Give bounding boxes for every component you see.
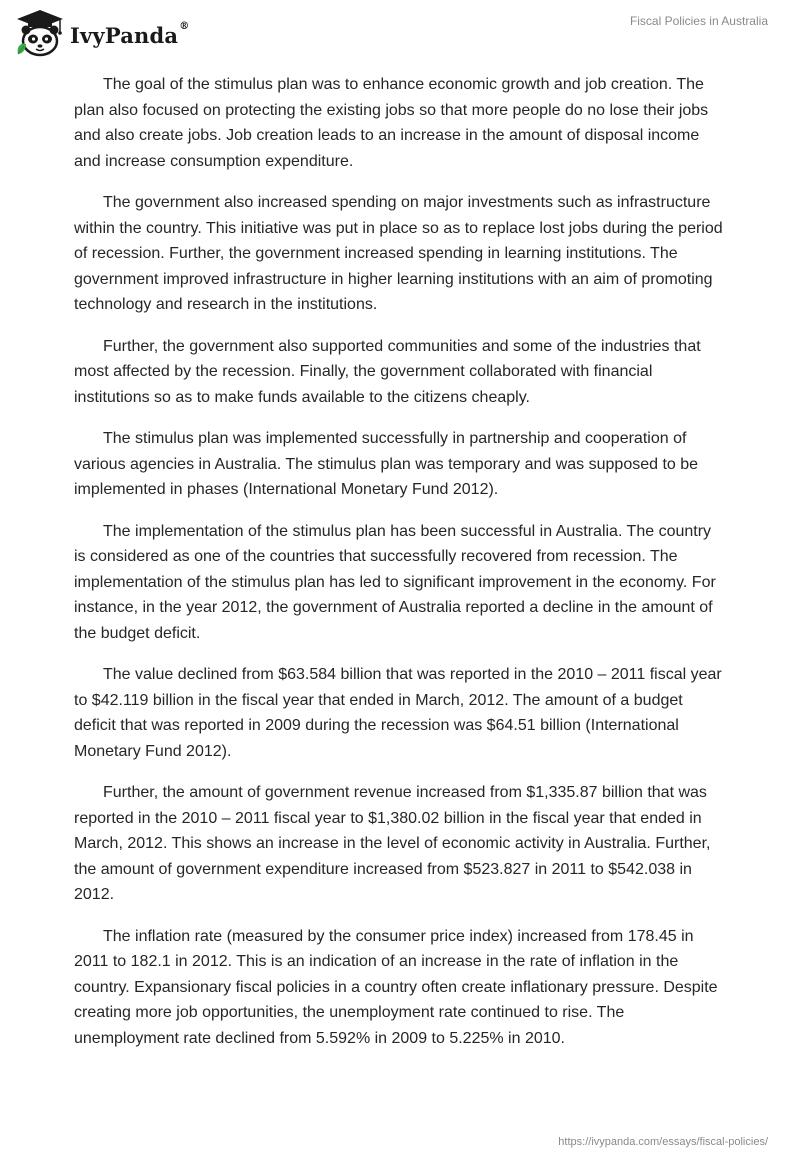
paragraph: The goal of the stimulus plan was to enhance economic growth and job creation. The plan also focused on protecting the existing jobs so that more people do no lose their jobs and also create jobs. Job creation leads to an increase in the amount of disposal income and increase consumption expenditure. (74, 76, 709, 170)
brand-name-text: IvyPanda (70, 22, 179, 48)
paragraph: The implementation of the stimulus plan has been successful in Australia. The country is considered as one of the countries that successfully recovered from recession. The implementation of the stimulus plan has led to significant improvement in the economy. For instance, in the year 2012, the government of Australia reported a decline in the amount of the budget deficit. (74, 522, 716, 642)
paragraph: The stimulus plan was implemented successfully in partnership and cooperation of various agencies in Australia. The stimulus plan was temporary and was supposed to be implemented in phases (International Monetary Fund 2012). (74, 430, 699, 498)
document-title: Fiscal Policies in Australia (629, 14, 768, 28)
registered-mark: ® (179, 20, 190, 32)
essay-body (74, 72, 726, 1067)
paragraph: The government also increased spending on major investments such as infrastructure within the country. This initiative was put in place so as to replace lost jobs during the period of recession. Further, the government increased spending in learning institutions. The government improved infrastructure in higher learning institutions with an aim of promoting technology and research in the institutions. (74, 194, 723, 313)
paragraph: Further, the government also supported communities and some of the industries that most affected by the recession. Finally, the government collaborated with financial institutions so as to make funds available to the citizens cheaply. (74, 337, 701, 406)
ivypanda-logo-link[interactable] (14, 8, 189, 58)
page-header (0, 0, 800, 70)
paragraph: The value declined from $63.584 billion that was reported in the 2010 – 2011 fiscal year to $42.119 billion in the fiscal year that ended in March, 2012. The amount of a budget deficit that was reported in 2009 during the recession was $64.51 billion (International Monetary Fund 2012). (74, 666, 722, 760)
panda-graduate-logo-icon (14, 8, 66, 58)
paragraph: The inflation rate (measured by the consumer price index) increased from 178.45 in 2011 to 182.1 in 2012. This is an indication of an increase in the rate of inflation in the country. Expansionary fiscal policies in a country often create inflationary pressure. Despite creating more job opportunities, the unemployment rate continued to rise. The unemployment rate declined from 5.592% in 2009 to 5.225% in 2010. (74, 927, 718, 1047)
source-url-link[interactable]: https://ivypanda.com/essays/fiscal-policies/ (558, 1136, 768, 1148)
brand-name (70, 20, 190, 48)
paragraph: Further, the amount of government revenue increased from $1,335.87 billion that was reported in the 2010 – 2011 fiscal year to $1,380.02 billion in the fiscal year that ended in March, 2012. This shows an increase in the level of economic activity in Australia. Further, the amount of government expenditure increased from $523.827 in 2011 to $542.038 in 2012. (74, 784, 711, 903)
